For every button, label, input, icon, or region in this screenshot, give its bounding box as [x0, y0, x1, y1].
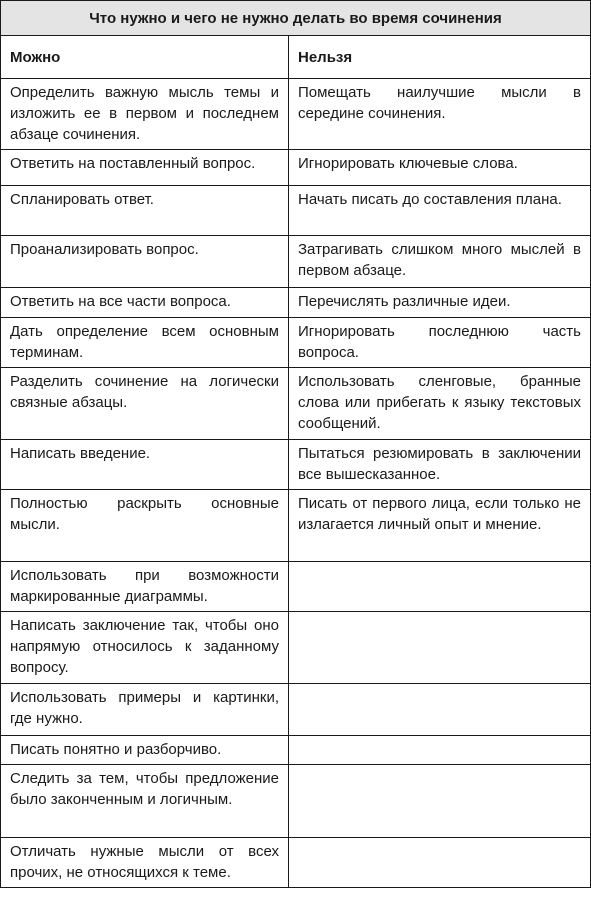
table-row [1, 79, 591, 150]
table-row [1, 288, 591, 318]
cannot-cell: Перечислять различные идеи. [289, 288, 591, 318]
can-cell: Написать введение. [1, 440, 289, 490]
can-cell: Написать заключение так, чтобы оно напрямую относилось к заданному вопросу. [1, 612, 289, 684]
can-cell: Ответить на все части вопроса. [1, 288, 289, 318]
table-row [1, 368, 591, 440]
can-cell: Отличать нужные мысли от всех прочих, не относящихся к теме. [1, 838, 289, 888]
can-cell: Проанализировать вопрос. [1, 236, 289, 288]
can-cell: Использовать примеры и картинки, где нужно. [1, 684, 289, 736]
cannot-cell [289, 838, 591, 888]
can-cell: Следить за тем, чтобы предложение было законченным и логичным. [1, 765, 289, 838]
table-row [1, 612, 591, 684]
table-row [1, 765, 591, 838]
cannot-cell [289, 684, 591, 736]
column-header-cannot: Нельзя [289, 36, 591, 79]
cannot-cell: Начать писать до составления плана. [289, 186, 591, 236]
can-cell: Ответить на поставленный вопрос. [1, 150, 289, 186]
cannot-cell [289, 765, 591, 838]
can-cell: Использовать при возможности маркированные диаграммы. [1, 562, 289, 612]
table-row [1, 318, 591, 368]
table-row [1, 150, 591, 186]
cannot-cell: Пытаться резюмировать в заключении все вышесказанное. [289, 440, 591, 490]
header-row [1, 36, 591, 79]
can-cell: Дать определение всем основным терминам. [1, 318, 289, 368]
cannot-cell: Помещать наилучшие мысли в середине сочинения. [289, 79, 591, 150]
cannot-cell [289, 736, 591, 765]
cannot-cell: Использовать сленговые, бранные слова или прибегать к языку текстовых сообщений. [289, 368, 591, 440]
table-row [1, 186, 591, 236]
can-cell: Разделить сочинение на логически связные абзацы. [1, 368, 289, 440]
table-row [1, 440, 591, 490]
cannot-cell: Затрагивать слишком много мыслей в первом абзаце. [289, 236, 591, 288]
table-row [1, 562, 591, 612]
table-row [1, 236, 591, 288]
column-header-can: Можно [1, 36, 289, 79]
cannot-cell: Игнорировать ключевые слова. [289, 150, 591, 186]
can-cell: Полностью раскрыть основные мысли. [1, 490, 289, 562]
table-title: Что нужно и чего не нужно делать во время сочинения [1, 1, 591, 36]
can-cell: Спланировать ответ. [1, 186, 289, 236]
table-row [1, 684, 591, 736]
can-cell: Писать понятно и разборчиво. [1, 736, 289, 765]
cannot-cell: Писать от первого лица, если только не излагается личный опыт и мнение. [289, 490, 591, 562]
title-row [1, 1, 591, 36]
table-row [1, 490, 591, 562]
can-cell: Определить важную мысль темы и изложить ее в первом и последнем абзаце сочинения. [1, 79, 289, 150]
cannot-cell: Игнорировать последнюю часть вопроса. [289, 318, 591, 368]
cannot-cell [289, 612, 591, 684]
table-row [1, 736, 591, 765]
cannot-cell [289, 562, 591, 612]
table-row [1, 838, 591, 888]
